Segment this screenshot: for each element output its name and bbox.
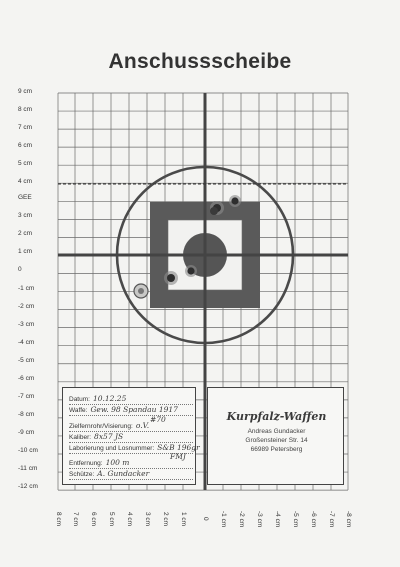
schuetze-label: Schütze: (69, 471, 95, 478)
y-axis-label: -3 cm (18, 321, 35, 328)
y-axis-label: 3 cm (18, 212, 33, 219)
laborierung-label: Laborierung und Losnummer: (69, 445, 155, 452)
y-axis-label: 5 cm (18, 160, 33, 167)
x-axis-label: 6 cm (90, 511, 97, 527)
y-axis-label: -7 cm (18, 393, 35, 400)
x-axis-label: -4 cm (274, 510, 281, 528)
kaliber-label: Kaliber: (69, 434, 92, 441)
info-entfernung (69, 458, 193, 469)
dealer-name: Andreas Gundacker (247, 428, 306, 435)
x-axis-label: -3 cm (256, 510, 263, 528)
y-axis-label: 8 cm (18, 106, 33, 113)
waffe-value: Gew. 98 Spandau 1917 (90, 405, 178, 414)
y-axis-label: 7 cm (18, 124, 33, 131)
y-axis-label: -8 cm (18, 411, 35, 418)
datum-value: 10.12.25 (92, 394, 127, 403)
dealer-city: 66989 Petersberg (250, 446, 303, 453)
waffe-label: Waffe: (69, 407, 88, 414)
zielfernrohr-value: o.V. (135, 421, 150, 430)
dealer-street: Großensteiner Str. 14 (245, 437, 308, 444)
y-axis-label: -4 cm (18, 339, 35, 346)
y-axis-label: 1 cm (18, 248, 33, 255)
y-axis-label: -12 cm (18, 483, 38, 490)
info-schuetze (69, 469, 193, 480)
y-axis-label: -2 cm (18, 303, 35, 310)
y-axis-label: -5 cm (18, 357, 35, 364)
bullet-hole (229, 195, 241, 207)
laborierung-value2: FMJ (170, 452, 186, 461)
x-axis-label: 7 cm (72, 511, 79, 527)
info-box (62, 387, 200, 485)
y-axis-label: -9 cm (18, 429, 35, 436)
x-axis-label: -7 cm (328, 510, 335, 528)
info-kaliber (69, 432, 193, 443)
x-axis-label: -5 cm (292, 510, 299, 528)
info-datum (69, 394, 193, 405)
y-axis-label: 0 (18, 266, 22, 273)
x-axis-label: 5 cm (108, 511, 115, 527)
laborierung-value: S&B 196gr (157, 443, 200, 452)
info-zielfernrohr (69, 421, 193, 432)
y-axis-label: -6 cm (18, 375, 35, 382)
x-axis-label: 3 cm (144, 511, 151, 527)
y-axis-label: -10 cm (18, 447, 38, 454)
entfernung-value: 100 m (105, 458, 130, 467)
x-axis-label: 8 cm (55, 511, 62, 527)
y-axis-label: 2 cm (18, 230, 33, 237)
x-axis-label: -1 cm (220, 510, 227, 528)
x-axis-label: 2 cm (162, 511, 169, 527)
bullet-hole (210, 201, 224, 215)
y-axis-label: -1 cm (18, 285, 35, 292)
waffe-note: #70 (150, 415, 166, 424)
y-axis-label: -11 cm (18, 465, 38, 472)
y-axis-label: 9 cm (18, 88, 33, 95)
x-axis-label: -2 cm (238, 510, 245, 528)
kaliber-value: 8x57 JS (94, 432, 124, 441)
bullet-hole (134, 284, 148, 298)
dealer-stamp (208, 410, 345, 454)
x-axis-label: -8 cm (345, 510, 352, 528)
schuetze-value: A. Gundacker (97, 469, 150, 478)
y-axis-label: 4 cm (18, 178, 33, 185)
page-title: Anschussscheibe (108, 50, 292, 73)
x-axis-label: 1 cm (180, 511, 187, 527)
entfernung-label: Entfernung: (69, 460, 103, 467)
x-axis-label: -6 cm (310, 510, 317, 528)
bullet-hole (185, 265, 197, 277)
y-axis-label: 6 cm (18, 142, 33, 149)
bullet-hole (164, 271, 178, 285)
dealer-brand: Kurpfalz-Waffen (226, 410, 327, 423)
zielfernrohr-label: Zielfernrohr/Visierung: (69, 423, 133, 430)
x-axis-label: 4 cm (126, 511, 133, 527)
x-axis-label: 0 (202, 517, 209, 521)
y-axis-label: GEE (18, 194, 32, 201)
dealer-stamp-box (207, 387, 344, 485)
datum-label: Datum: (69, 396, 90, 403)
